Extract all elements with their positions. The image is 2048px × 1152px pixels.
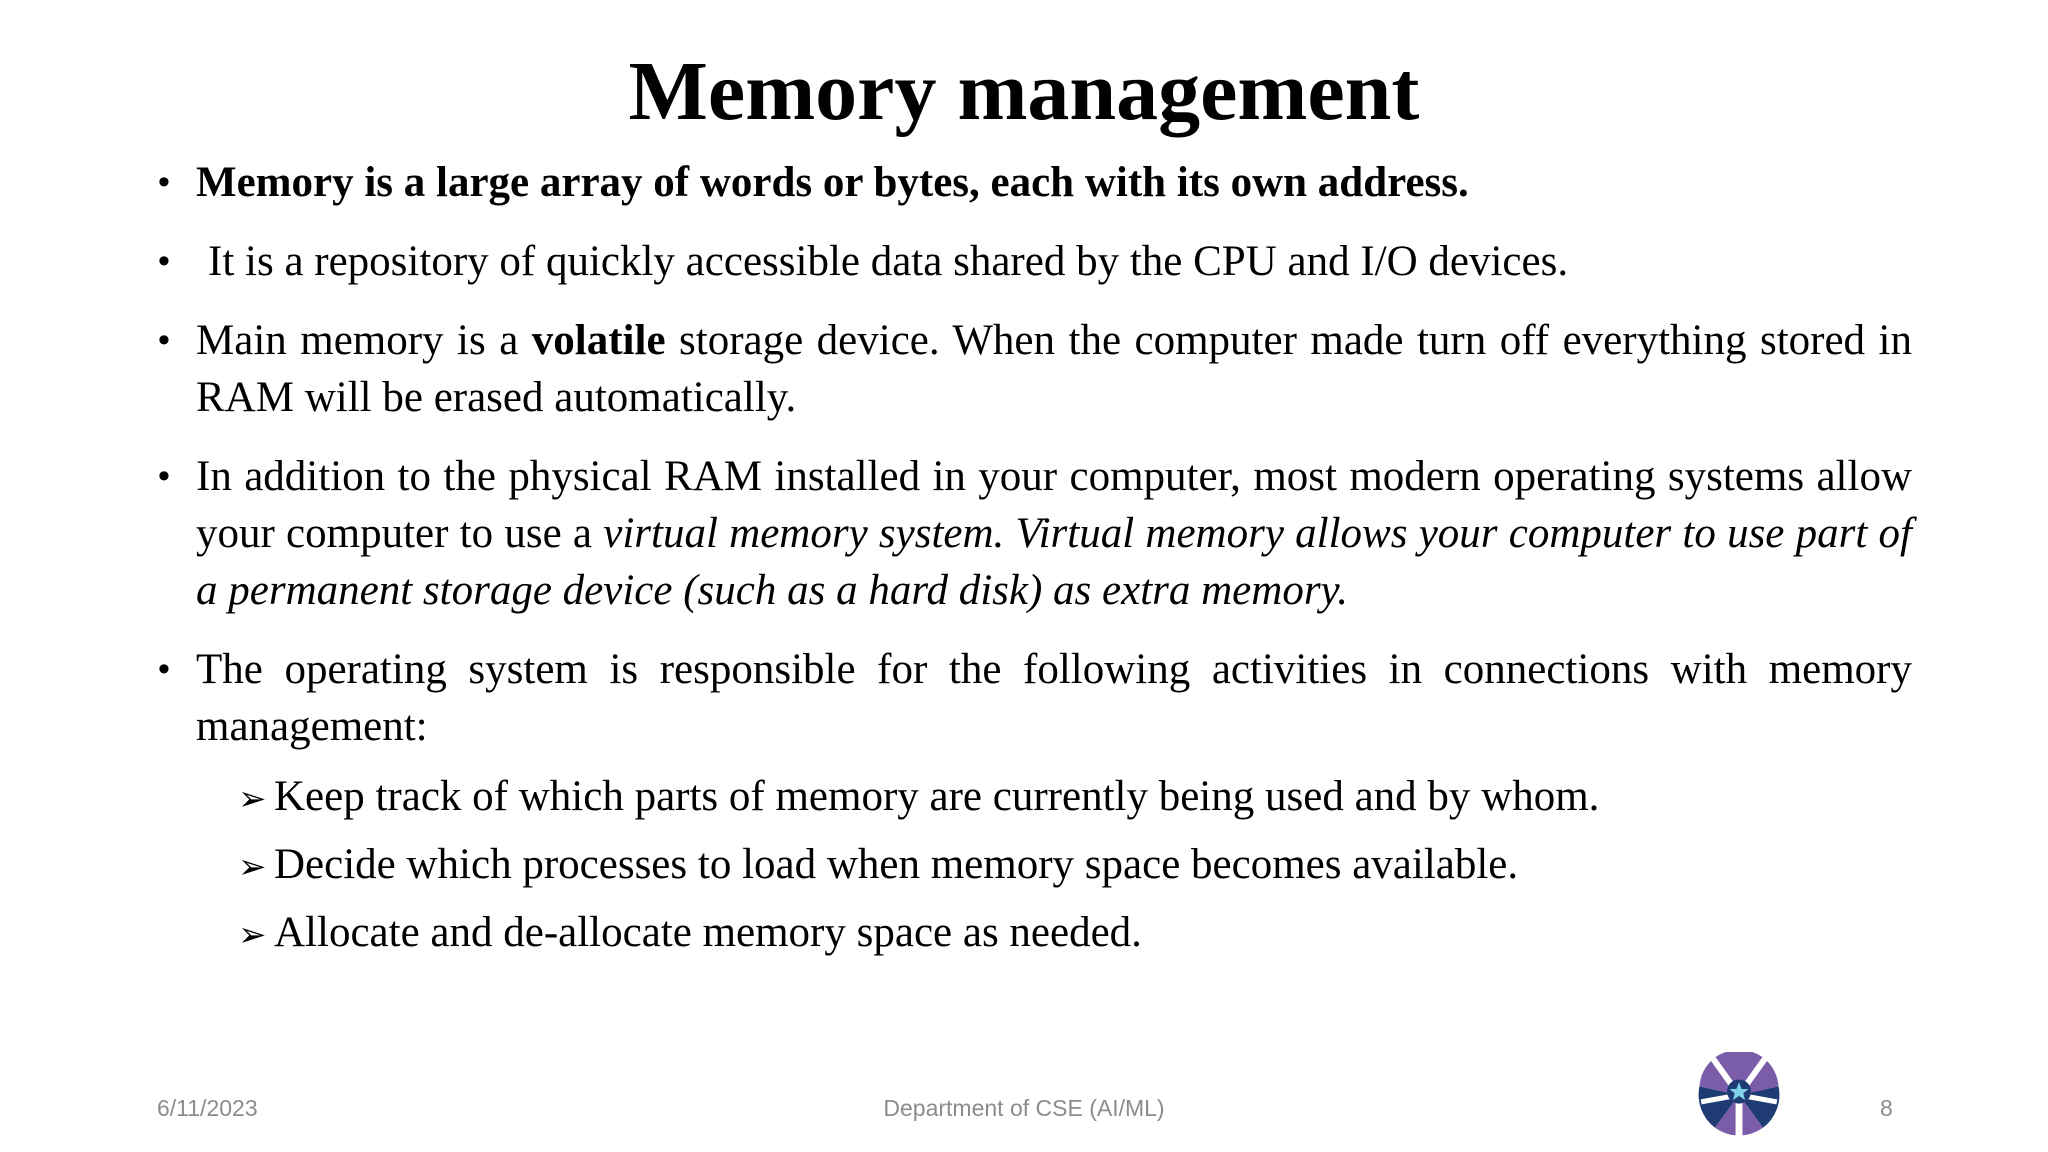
bullet-2 [150, 233, 1912, 290]
sub-bullet-list [196, 763, 1912, 967]
bullet-3 [150, 312, 1912, 426]
bullet-2-text: It is a repository of quickly accessible data shared by the CPU and I/O devices. [208, 238, 1569, 285]
arrow-bullet-icon: ➢ [238, 847, 267, 887]
bullet-4-italic: virtual memory system. Virtual memory allows your computer to use part of a permanent storage device (such as a hard disk) as extra memory. [196, 510, 1912, 614]
slide-title: Memory management [628, 45, 1420, 138]
bullet-dot-icon: • [158, 163, 170, 201]
bullet-3-text-end: storage device. When the computer made turn off everything stored in RAM will be erased automatically. [196, 317, 1912, 421]
footer-date: 6/11/2023 [157, 1095, 258, 1121]
sub-bullet-1-text: Keep track of which parts of memory are currently being used and by whom. [274, 773, 1600, 820]
sub-bullet-2 [238, 831, 1912, 899]
sub-bullet-2-text: Decide which processes to load when memory space becomes available. [274, 841, 1519, 888]
bullet-1 [150, 154, 1912, 211]
bullet-1-text: Memory is a large array of words or bytes, each with its own address. [196, 159, 1469, 206]
bullet-3-text-start: Main memory is a [196, 317, 532, 364]
bullet-dot-icon: • [158, 242, 170, 280]
bullet-dot-icon: • [158, 650, 170, 688]
footer-department: Department of CSE (AI/ML) [883, 1095, 1165, 1121]
bullet-4 [150, 448, 1912, 619]
bullet-dot-icon: • [158, 321, 170, 359]
bullet-dot-icon: • [158, 457, 170, 495]
footer-page-number: 8 [1880, 1095, 1893, 1121]
sub-bullet-1 [238, 763, 1912, 831]
sub-bullet-3 [238, 899, 1912, 967]
bullet-3-bold: volatile [531, 317, 666, 364]
arrow-bullet-icon: ➢ [238, 779, 267, 819]
bullet-5 [150, 641, 1912, 967]
arrow-bullet-icon: ➢ [238, 915, 267, 955]
sub-bullet-3-text: Allocate and de-allocate memory space as needed. [274, 909, 1142, 956]
bullet-4-text-start: In addition to the physical RAM installed in your computer, most modern operating systems allow your computer to use a [196, 453, 1912, 557]
bullet-list [150, 154, 1912, 967]
college-emblem-icon [1696, 1052, 1782, 1138]
bullet-5-text: The operating system is responsible for the following activities in connections with memory management: [196, 646, 1912, 750]
